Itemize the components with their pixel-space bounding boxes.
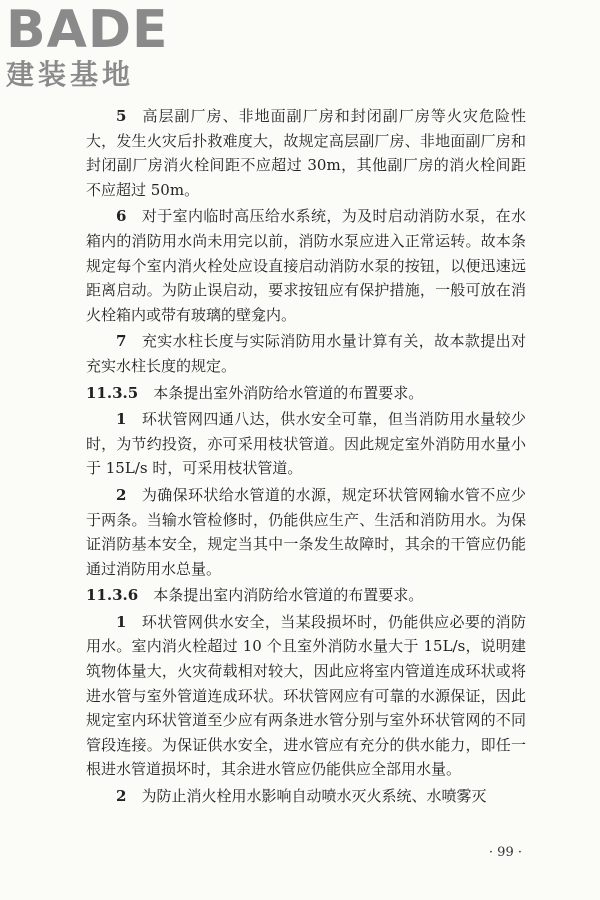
logo-subtitle: 建装基地 [6,58,135,91]
document-body [86,104,526,811]
paragraph-text: 高层副厂房、非地面副厂房和封闭副厂房等火灾危险性大，发生火灾后扑救难度大，故规定高层副厂房、非地面副厂房和封闭副厂房消火栓间距不应超过 30m，其他副厂房的消火栓间距不应超过 50m。 [86,107,526,199]
paragraph-text: 对于室内临时高压给水系统，为及时启动消防水泵，在水箱内的消防用水尚未用完以前，消防水泵应进入正常运转。故本条规定每个室内消火栓处应设直接启动消防水泵的按钮，以便迅速远距离启动。为防止误启动，要求按钮应有保护措施，一般可放在消火栓箱内或带有玻璃的壁龛内。 [86,207,526,324]
paragraph-text: 为确保环状给水管道的水源，规定环状管网输水管不应少于两条。当输水管检修时，仍能供应生产、生活和消防用水。为保证消防基本安全，规定当其中一条发生故障时，其余的干管应仍能通过消防用水总量。 [86,485,526,578]
clause-number: 11.3.6 [86,586,139,605]
paragraph [86,610,526,782]
paragraph [86,784,526,809]
clause-number: 6 [116,207,127,226]
clause-number: 7 [116,332,127,351]
paragraph-text: 环状管网供水安全，当某段损坏时，仍能供应必要的消防用水。室内消火栓超过 10 个且室外消防水量大于 15L/s，说明建筑物体量大，火灾荷载相对较大，因此应将室内管道连成环状或将进水管与室外管道连成环状。环状管网应有可靠的水源保证，因此规定室内环状管道至少应有两条进水管分别与室外环状管网的不同管段连接。为保证供水安全，进水管应有充分的供水能力，即任一根进水管道损坏时，其余进水管应仍能供应全部用水量。 [86,612,526,779]
paragraph-text: 为防止消火栓用水影响自动喷水灭火系统、水喷雾灭 [141,787,487,806]
clause-number: 1 [116,410,127,429]
clause-number: 2 [116,485,127,504]
clause-number: 2 [116,787,127,806]
logo-wordmark: BADE [6,0,169,60]
page-number: · 99 · [488,845,522,860]
clause-number: 11.3.5 [86,383,139,402]
paragraph-text: 环状管网四通八达，供水安全可靠，但当消防用水量较少时，为节约投资，亦可采用枝状管道。因此规定室外消防用水量小于 15L/s 时，可采用枝状管道。 [86,410,526,478]
paragraph-text: 本条提出室内消防给水管道的布置要求。 [153,586,424,605]
paragraph [86,407,526,481]
logo [6,0,186,96]
paragraph [86,329,526,378]
paragraph [86,204,526,327]
paragraph-text: 充实水柱长度与实际消防用水量计算有关，故本款提出对充实水柱长度的规定。 [86,332,526,375]
section-heading [86,381,526,406]
section-heading [86,583,526,608]
paragraph-text: 本条提出室外消防给水管道的布置要求。 [153,383,424,402]
clause-number: 1 [116,612,127,631]
clause-number: 5 [116,107,127,125]
paragraph [86,104,526,202]
paragraph [86,483,526,581]
